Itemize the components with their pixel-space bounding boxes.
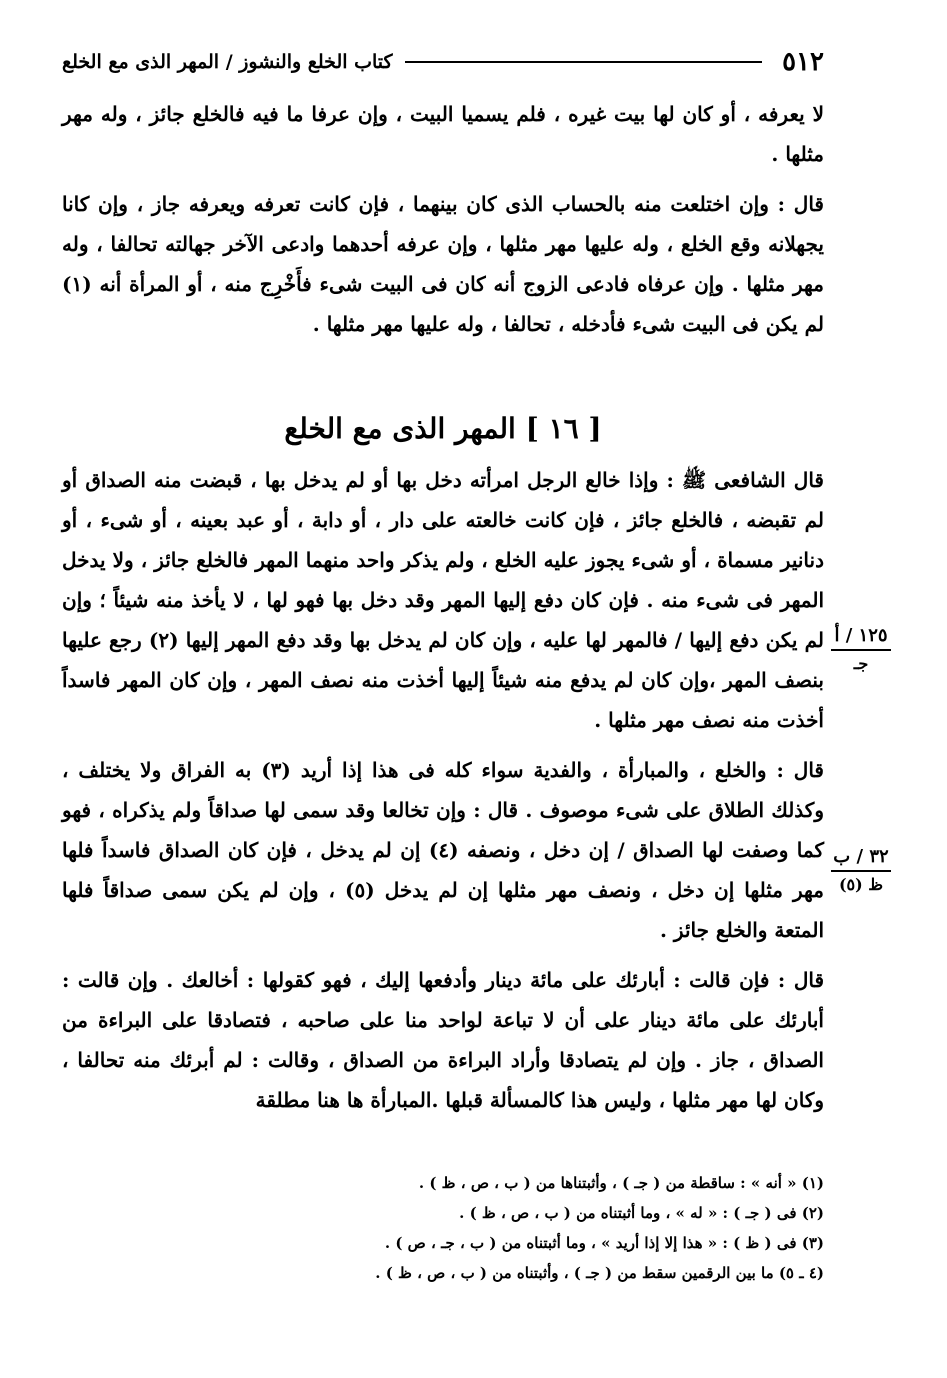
page-number: ٥١٢	[782, 47, 824, 77]
header-rule	[405, 61, 763, 63]
margin-note	[831, 846, 891, 896]
margin-note-manuscript: ظ (٥)	[838, 875, 884, 894]
margin-note-folio: ٣٢ / ب	[831, 846, 891, 872]
footnote: (٢) فى ( جـ ) : « له » ، وما أثبتناه من ( ب ، ص ، ظ ) .	[459, 1204, 824, 1222]
body-text-block-2	[62, 460, 824, 1120]
section-heading: [ ١٦ ] المهر الذى مع الخلع	[284, 412, 602, 445]
margin-note-manuscript: جـ	[853, 654, 869, 673]
paragraph: قال : والخلع ، والمبارأة ، والفدية سواء كله فى هذا إذا أريد (٣) به الفراق ولا يختلف ، وكذلك الطلاق على شىء موصوف . قال : وإن تخالعا وقد سمى لها صداقاً ولم يذكراه ، فهو كما وصفت لها الصداق / إن دخل ، ونصفه (٤) إن لم يدخل ، فإن كان الصداق فاسداً فلها مهر مثلها إن دخل ، ونصف مهر مثلها إن لم يدخل (٥) ، وإن لم يكن سمى صداقاً فلها المتعة والخلع جائز .	[62, 758, 824, 942]
running-title: كتاب الخلع والنشوز / المهر الذى مع الخلع	[62, 51, 393, 73]
footnote: (١) « أنه » : ساقطة من ( جـ ) ، وأثبتناها من ( ب ، ص ، ظ ) .	[418, 1174, 824, 1192]
paragraph: قال : فإن قالت : أبارئك على مائة دينار وأدفعها إليك ، فهو كقولها : أخالعك . وإن قالت : أبارئك على مائة دينار على أن لا تباعة لواحد منا على صاحبه ، فتصادقا على البراءة من الصداق ، جاز . وإن لم يتصادقا وأراد البراءة من الصداق ، وقالت : لم أبرئك منه تحالفا ، وكان لها مهر مثلها ، وليس هذا كالمسألة قبلها .المبارأة ها هنا مطلقة	[62, 968, 824, 1112]
running-header	[62, 42, 824, 82]
paragraph: قال الشافعى ﷺ : وإذا خالع الرجل امرأته دخل بها أو لم يدخل بها ، قبضت منه الصداق أو لم تقبضه ، فالخلع جائز ، فإن كانت خالعته على دار ، أو دابة ، أو عبد بعينه ، أو شىء ، أو دنانير مسماة ، أو شىء يجوز عليه الخلع ، ولم يذكر واحد منهما المهر فالخلع جائز ، ولا يدخل المهر فى شىء منه . فإن كان دفع إليها المهر وقد دخل بها فهو لها ، لا يأخذ منه شيئاً ؛ وإن لم يكن دفع إليها / فالمهر لها عليه ، وإن كان لم يدخل بها وقد دفع المهر إليها (٢) رجع عليها بنصف المهر ،وإن كان لم يدفع منه شيئاً إليها أخذت منه نصف المهر ، وإن كان المهر فاسداً أخذت منه نصف مهر مثلها .	[62, 468, 824, 732]
margin-note-folio: ١٢٥ / أ	[831, 625, 891, 651]
body-text-block-1	[62, 94, 824, 344]
footnote: (٣) فى ( ظ ) : « هذا إلا إذا أريد » ، وما أثبتناه من ( ب ، جـ ، ص ) .	[384, 1234, 824, 1252]
footnote: (٤ ـ ٥) ما بين الرقمين سقط من ( جـ ) ، وأثبتناه من ( ب ، ص ، ظ ) .	[375, 1264, 824, 1282]
paragraph: لا يعرفه ، أو كان لها بيت غيره ، فلم يسميا البيت ، وإن عرفا ما فيه فالخلع جائز ، وله مهر مثلها .	[62, 102, 824, 166]
margin-note	[831, 625, 891, 675]
footnotes	[62, 1168, 824, 1288]
paragraph: قال : وإن اختلعت منه بالحساب الذى كان بينهما ، فإن كانت تعرفه ويعرفه جاز ، وإن كانا يجهلانه وقع الخلع ، وله عليها مهر مثلها ، وإن عرفه أحدهما وادعى الآخر جهالته تحالفا ، وله مهر مثلها . وإن عرفاه فادعى الزوج أنه كان فى البيت شىء فأَخْرِج منه ، أو المرأة أنه (١) لم يكن فى البيت شىء فأدخله ، تحالفا ، وله عليها مهر مثلها .	[62, 192, 824, 336]
